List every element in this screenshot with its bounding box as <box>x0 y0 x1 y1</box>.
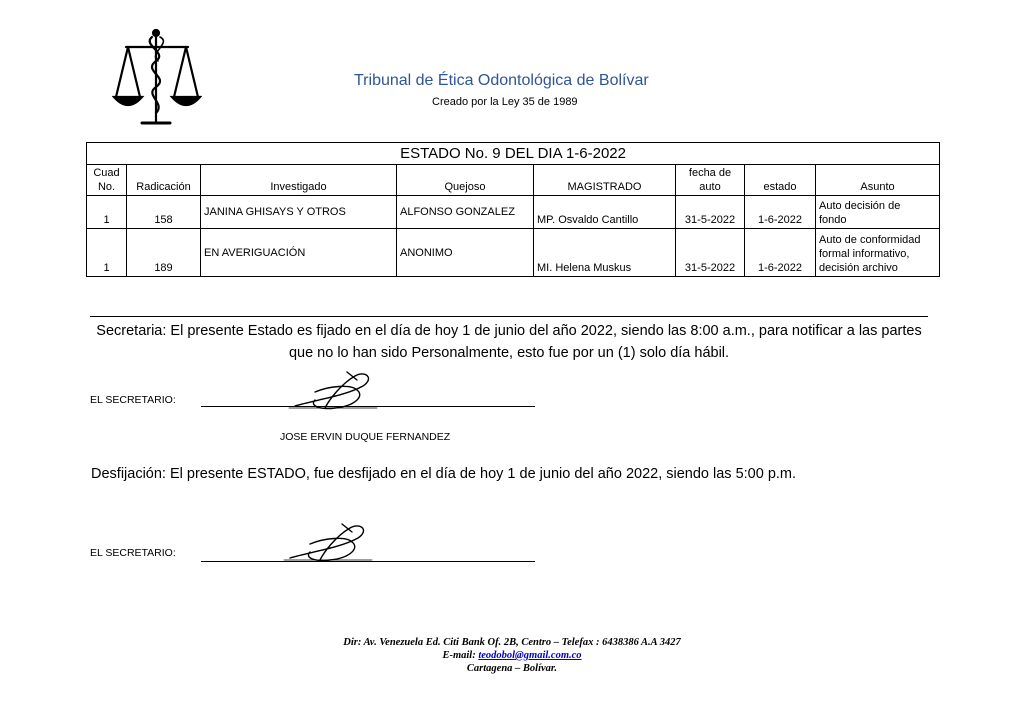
secretaria-notice: Secretaria: El presente Estado es fijado en el día de hoy 1 de junio del año 2022, siendo las 8:00 a.m., para notificar a las partes que no lo han sido Personalmente, esto fue por un (1) solo día hábil. <box>96 323 922 361</box>
cell-investigado: EN AVERIGUACIÓN <box>201 229 397 277</box>
cell-asunto <box>816 196 940 229</box>
signature-line <box>201 406 535 407</box>
table-header-row <box>87 165 940 196</box>
col-quejoso: Quejoso <box>397 165 534 196</box>
secretary-label: EL SECRETARIO: <box>90 394 176 406</box>
estado-caption: ESTADO No. 9 DEL DIA 1-6-2022 <box>87 143 940 165</box>
signature-icon <box>280 518 390 566</box>
organization-title: Tribunal de Ética Odontológica de Bolívar <box>354 72 649 89</box>
cell-cuad: 1 <box>87 196 127 229</box>
footer-address: Dir: Av. Venezuela Ed. Citi Bank Of. 2B, Centro – Telefax : 6438386 A.A 3427 <box>343 637 681 648</box>
secretary-name: JOSE ERVIN DUQUE FERNANDEZ <box>280 431 451 443</box>
cell-investigado: JANINA GHISAYS Y OTROS <box>201 196 397 229</box>
cell-radicacion: 158 <box>127 196 201 229</box>
footer-city: Cartagena – Bolívar. <box>466 663 558 674</box>
scales-of-justice-caduceus-icon <box>112 25 202 127</box>
footer-email-line <box>0 649 1024 662</box>
cell-quejoso: ANONIMO <box>397 229 534 277</box>
cell-cuad: 1 <box>87 229 127 277</box>
footer-email-label: E-mail: <box>442 650 479 661</box>
col-magistrado: MAGISTRADO <box>534 165 676 196</box>
col-fecha-line2: auto <box>699 181 721 193</box>
col-investigado: Investigado <box>201 165 397 196</box>
col-cuad-line1: Cuad <box>93 167 120 179</box>
cell-asunto-line: decisión archivo <box>819 262 898 274</box>
cell-asunto-line: Auto de conformidad <box>819 234 921 246</box>
cell-magistrado: MI. Helena Muskus <box>534 229 676 277</box>
col-asunto: Asunto <box>816 165 940 196</box>
cell-asunto-line: Auto decisión de <box>819 200 901 212</box>
col-fecha-line1: fecha de <box>688 167 732 179</box>
cell-magistrado: MP. Osvaldo Cantillo <box>534 196 676 229</box>
cell-fecha-auto: 31-5-2022 <box>676 196 745 229</box>
section-divider <box>90 316 928 317</box>
signature-line <box>201 561 535 562</box>
col-cuad-line2: No. <box>97 181 116 193</box>
cell-estado: 1-6-2022 <box>745 196 816 229</box>
secretary-label: EL SECRETARIO: <box>90 547 176 559</box>
table-row <box>87 229 940 277</box>
cell-fecha-auto: 31-5-2022 <box>676 229 745 277</box>
col-cuad <box>87 165 127 196</box>
table-row <box>87 196 940 229</box>
cell-asunto-line: fondo <box>819 214 847 226</box>
cell-asunto <box>816 229 940 277</box>
footer-email-link[interactable]: teodobol@gmail.com.co <box>478 650 582 661</box>
estado-table <box>86 142 940 277</box>
desfijacion-notice: Desfijación: El presente ESTADO, fue desfijado en el día de hoy 1 de junio del año 2022, siendo las 5:00 p.m. <box>91 466 797 482</box>
col-radicacion: Radicación <box>127 165 201 196</box>
col-fecha-auto <box>676 165 745 196</box>
cell-estado: 1-6-2022 <box>745 229 816 277</box>
cell-radicacion: 189 <box>127 229 201 277</box>
organization-subtitle: Creado por la Ley 35 de 1989 <box>432 96 578 108</box>
col-estado: estado <box>745 165 816 196</box>
cell-quejoso: ALFONSO GONZALEZ <box>397 196 534 229</box>
cell-asunto-line: formal informativo, <box>819 248 910 260</box>
